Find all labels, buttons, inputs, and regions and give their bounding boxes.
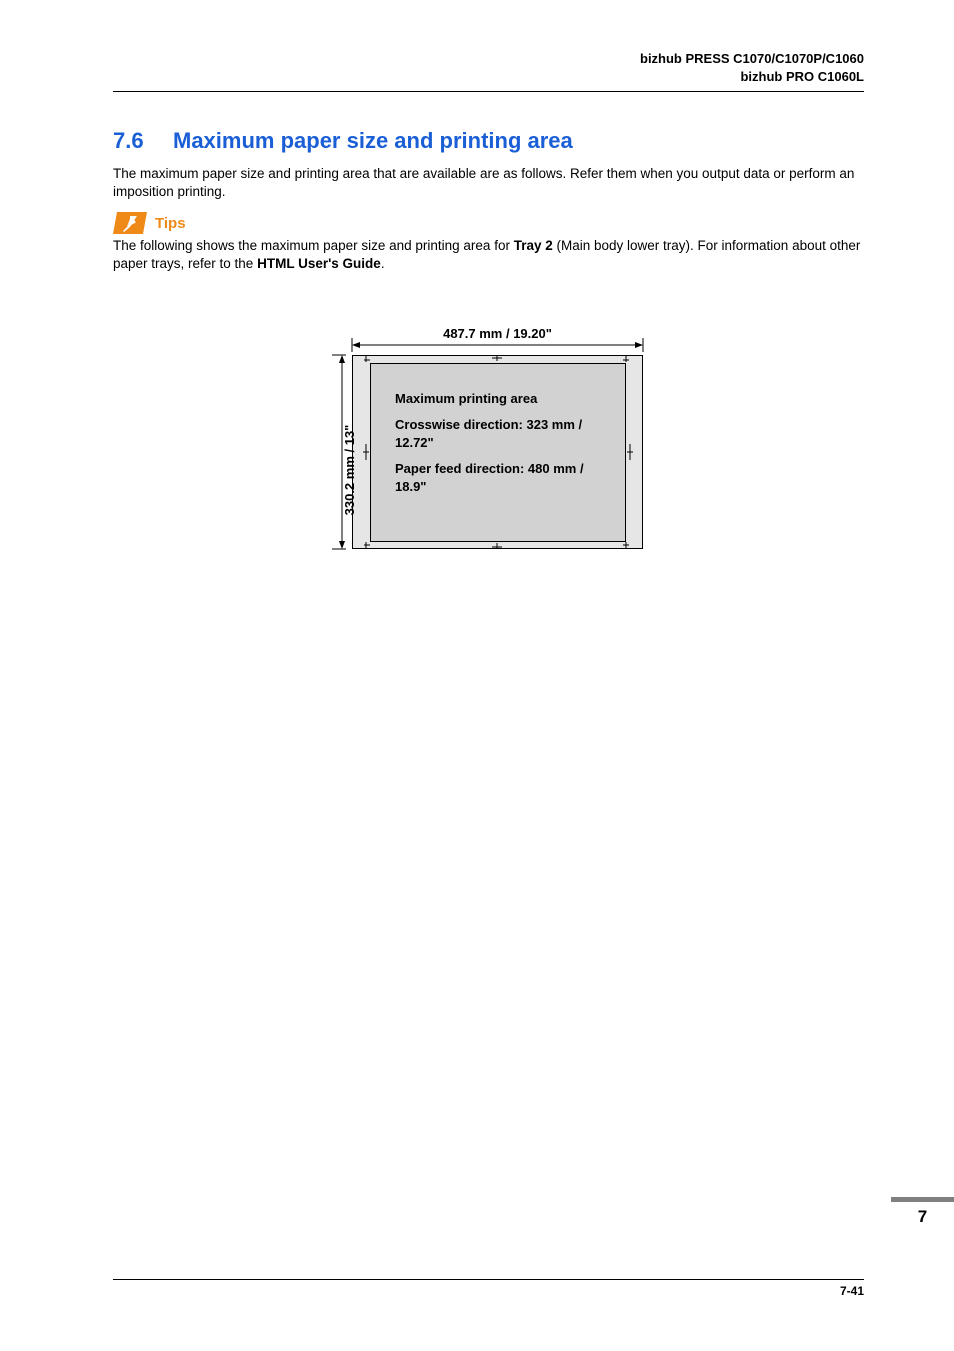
section-number: 7.6	[113, 128, 144, 153]
pushpin-icon	[113, 212, 147, 234]
header-product-line-1: bizhub PRESS C1070/C1070P/C1060	[640, 51, 864, 66]
crosswise-direction: Crosswise direction: 323 mm / 12.72"	[395, 417, 583, 450]
section-heading	[113, 128, 573, 154]
intro-paragraph: The maximum paper size and printing area that are available are as follows. Refer them when you output data or perform an imposition printing.	[113, 166, 855, 199]
tips-tray-name: Tray 2	[513, 238, 553, 253]
chapter-tab-bar	[891, 1197, 954, 1202]
section-title-text: Maximum paper size and printing area	[173, 128, 573, 153]
header-product-line-2: bizhub PRO C1060L	[740, 69, 864, 84]
page-number: 7-41	[839, 1284, 864, 1298]
paper-width-label: 487.7 mm / 19.20"	[443, 326, 552, 341]
paper-feed-direction: Paper feed direction: 480 mm / 18.9"	[395, 461, 584, 494]
tips-heading	[113, 211, 186, 235]
tips-paragraph	[113, 237, 864, 272]
tips-text-part-3: .	[380, 255, 385, 271]
chapter-number: 7	[917, 1207, 928, 1226]
tips-guide-name: HTML User's Guide	[257, 255, 381, 271]
footer-divider	[113, 1279, 864, 1280]
tips-text-part-2: (Main body lower tray). For information about other paper trays, refer to the	[113, 238, 861, 271]
running-header	[640, 50, 864, 86]
printing-area-title: Maximum printing area	[395, 391, 538, 406]
tips-text-part-1: The following shows the maximum paper size and printing area for	[113, 238, 514, 253]
paper-size-diagram	[320, 320, 660, 560]
tips-label: Tips	[155, 214, 186, 232]
paper-height-label: 330.2 mm / 13"	[342, 424, 357, 516]
header-divider	[113, 91, 864, 92]
